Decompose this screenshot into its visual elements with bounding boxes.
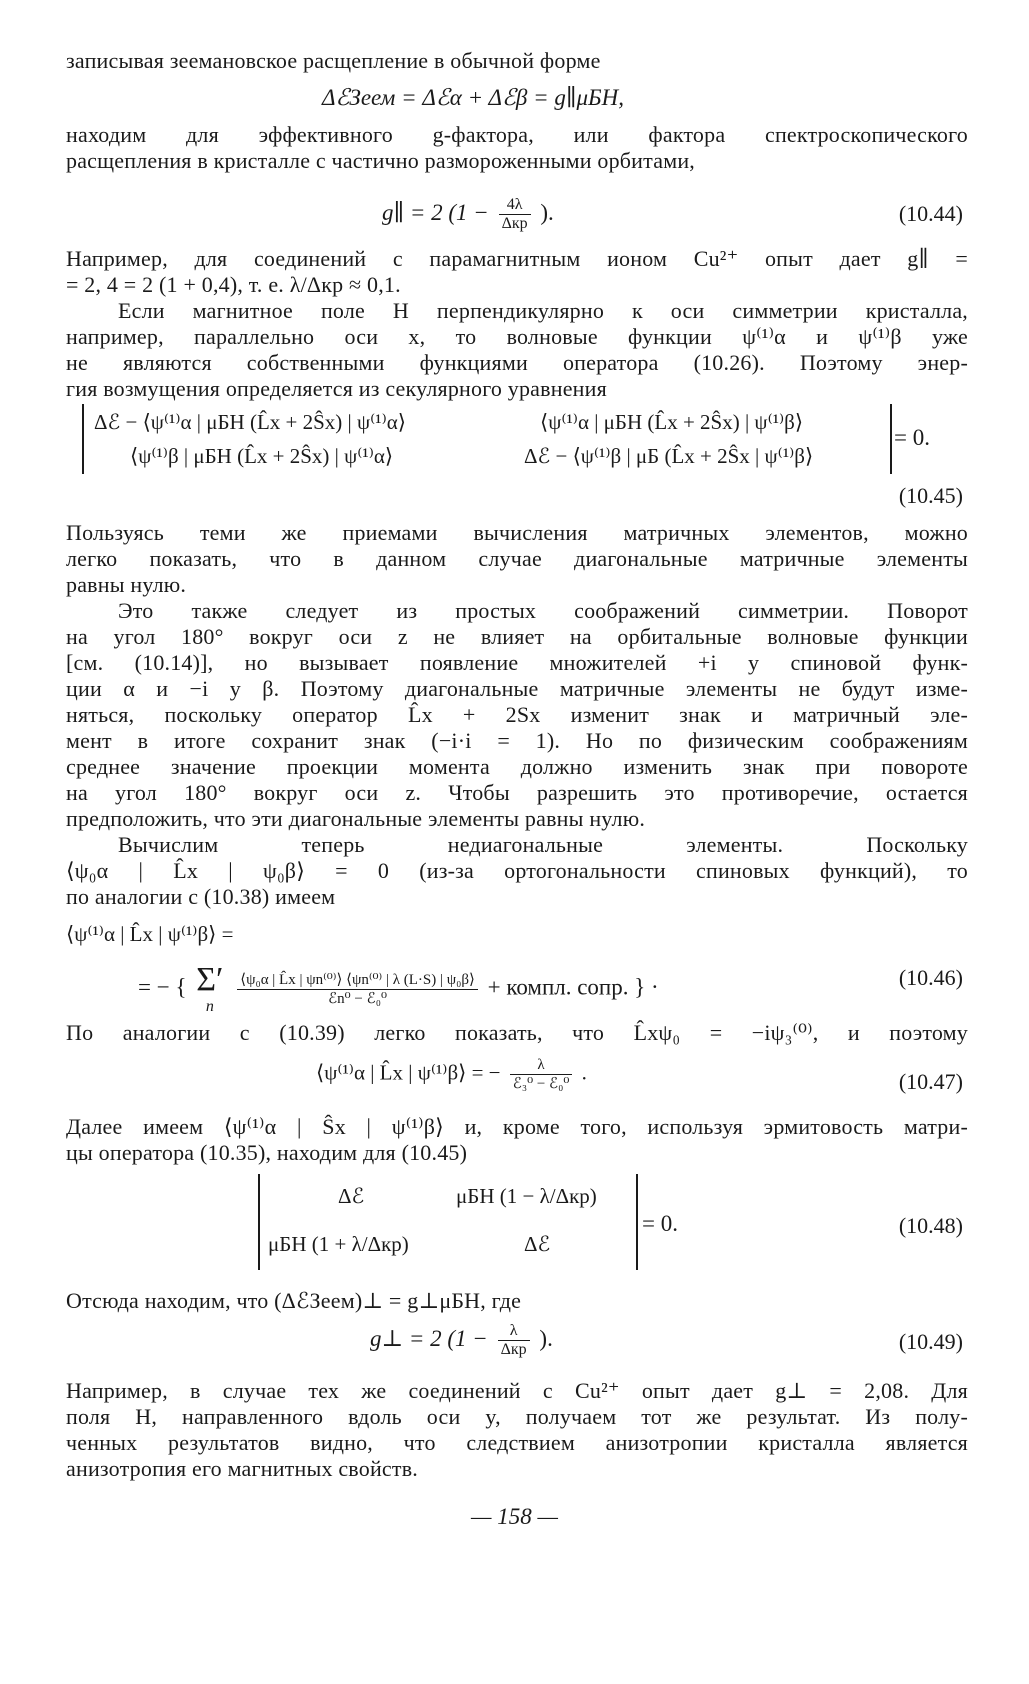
eq46-tail: + компл. сопр. } · — [487, 974, 659, 1000]
eq46-fraction — [237, 971, 478, 1008]
text-line: ченных результатов видно, что следствием анизотропии кристалла является — [66, 1430, 968, 1455]
det45-a11: Δℰ − ⟨ψ⁽¹⁾α | μБH (L̂x + 2Ŝx) | ψ⁽¹⁾α⟩ — [94, 410, 406, 434]
det45-a12: ⟨ψ⁽¹⁾α | μБH (L̂x + 2Ŝx) | ψ⁽¹⁾β⟩ — [540, 410, 804, 434]
text-line: легко показать, что в данном случае диагональные матричные элементы — [66, 546, 968, 571]
eq47-lhs: ⟨ψ⁽¹⁾α | L̂x | ψ⁽¹⁾β⟩ = − — [316, 1060, 501, 1085]
equation-number: (10.48) — [898, 1213, 963, 1238]
eq47-numerator: λ — [510, 1056, 573, 1075]
text-line: поля H, направленного вдоль оси y, получаем тот же результат. Из полу- — [66, 1404, 968, 1429]
text-line: Отсюда находим, что (ΔℰЗеем)⊥ = g⊥μБH, где — [66, 1288, 522, 1313]
text-line: Далее имеем ⟨ψ⁽¹⁾α | Ŝx | ψ⁽¹⁾β⟩ и, кроме того, используя эрмитовость матри- — [66, 1114, 968, 1139]
text-line: Это также следует из простых соображений симметрии. Поворот — [118, 598, 968, 623]
equation-number: (10.46) — [898, 965, 963, 990]
text-line: няться, поскольку оператор L̂x + 2Sx изменит знак и матричный эле- — [66, 702, 968, 727]
text-line: По аналогии с (10.39) легко показать, что L̂xψ₀ = −iψ₃⁽⁰⁾, и поэтому — [66, 1020, 968, 1045]
equation-zeeman: ΔℰЗеем = Δℰα + Δℰβ = g∥μБH, — [322, 85, 624, 110]
text-line: гия возмущения определяется из секулярного уравнения — [66, 376, 607, 401]
equation-10-49 — [370, 1322, 553, 1359]
det48-rhs: = 0. — [642, 1211, 678, 1236]
text-line: = 2, 4 = 2 (1 + 0,4), т. е. λ/Δкр ≈ 0,1. — [66, 272, 401, 297]
equation-10-46 — [138, 962, 659, 1016]
equation-number: (10.47) — [898, 1069, 963, 1094]
text-line: находим для эффективного g-фактора, или фактора спектроскопического — [66, 122, 968, 147]
det48-a11: Δℰ — [338, 1184, 365, 1208]
eq47-dot: . — [581, 1060, 587, 1085]
text-line: равны нулю. — [66, 572, 187, 597]
det48-a22: Δℰ — [524, 1232, 551, 1256]
text-line: [см. (10.14)], но вызывает появление множителей +i у спиновой функ- — [66, 650, 968, 675]
text-line: записывая зеемановское расщепление в обычной форме — [66, 48, 601, 73]
equation-number: (10.49) — [898, 1329, 963, 1354]
eq46-sigma: Σ′ — [196, 961, 224, 998]
text-line: Вычислим теперь недиагональные элементы. Поскольку — [118, 832, 968, 857]
eq46-lead: = − { — [138, 974, 187, 1000]
text-line: анизотропия его магнитных свойств. — [66, 1456, 418, 1481]
text-line: цы оператора (10.35), находим для (10.45) — [66, 1140, 468, 1165]
eq46-index: n — [205, 998, 214, 1015]
eq49-fraction — [498, 1322, 530, 1359]
det45-a21: ⟨ψ⁽¹⁾β | μБH (L̂x + 2Ŝx) | ψ⁽¹⁾α⟩ — [130, 444, 394, 468]
text-line: на угол 180° вокруг оси z не влияет на орбитальные волновые функции — [66, 624, 968, 649]
determinant-10-45 — [82, 404, 892, 474]
equation-number: (10.45) — [898, 483, 963, 508]
eq49-numerator: λ — [498, 1322, 530, 1341]
det48-a21: μБH (1 + λ/Δкр) — [268, 1232, 409, 1256]
det48-a12: μБH (1 − λ/Δкр) — [456, 1184, 597, 1208]
eq44-lhs: g∥ = 2 (1 − — [382, 199, 489, 225]
eq49-rhs: ). — [539, 1325, 553, 1351]
text-line: ⟨ψ₀α | L̂x | ψ₀β⟩ = 0 (из-за ортогональности спиновых функций), то — [66, 858, 968, 883]
text-line: по аналогии с (10.38) имеем — [66, 884, 336, 909]
equation-number: (10.44) — [898, 201, 963, 226]
equation-10-47 — [316, 1056, 587, 1093]
eq46-numerator: ⟨ψ₀α | L̂x | ψn⁽⁰⁾⟩ ⟨ψn⁽⁰⁾ | λ (L·S) | ψ₀β⟩ — [237, 971, 478, 990]
eq47-denominator: ℰ₃⁰ − ℰ₀⁰ — [512, 1076, 570, 1092]
page-number: — 158 — — [471, 1504, 558, 1529]
text-line: не являются собственными функциями оператора (10.26). Поэтому энер- — [66, 350, 968, 375]
eq47-fraction — [510, 1056, 573, 1093]
eq49-denominator: Δкр — [500, 1341, 527, 1358]
text-line: на угол 180° вокруг оси z. Чтобы разрешить это противоречие, остается — [66, 780, 968, 805]
det45-rhs: = 0. — [894, 425, 930, 450]
text-line: расщепления в кристалле с частично размороженными орбитами, — [66, 148, 696, 173]
eq49-lhs: g⊥ = 2 (1 − — [370, 1325, 488, 1351]
det45-a22: Δℰ − ⟨ψ⁽¹⁾β | μБ (L̂x + 2Ŝx | ψ⁽¹⁾β⟩ — [524, 444, 814, 468]
eq46-lhs: ⟨ψ⁽¹⁾α | L̂x | ψ⁽¹⁾β⟩ = — [66, 922, 234, 946]
text-line: Например, в случае тех же соединений с Cu²⁺ опыт дает g⊥ = 2,08. Для — [66, 1378, 968, 1403]
text-line: Пользуясь теми же приемами вычисления матричных элементов, можно — [66, 520, 968, 545]
eq44-numerator: 4λ — [499, 196, 531, 215]
equation-10-44 — [382, 196, 554, 233]
eq44-denominator: Δкр — [501, 215, 528, 232]
determinant-10-48 — [258, 1174, 638, 1270]
text-line: Если магнитное поле H перпендикулярно к оси симметрии кристалла, — [118, 298, 968, 323]
eq46-denominator: ℰn⁰ − ℰ₀⁰ — [328, 990, 387, 1007]
text-line: среднее значение проекции момента должно изменить знак при повороте — [66, 754, 968, 779]
text-line: ции α и −i у β. Поэтому диагональные матричные элементы не будут изме- — [66, 676, 968, 701]
eq44-rhs: ). — [540, 199, 554, 225]
text-line: например, параллельно оси x, то волновые функции ψ⁽¹⁾α и ψ⁽¹⁾β уже — [66, 324, 968, 349]
eq44-fraction — [499, 196, 531, 233]
text-line: мент в итоге сохранит знак (−i·i = 1). Но по физическим соображениям — [66, 728, 968, 753]
text-line: предположить, что эти диагональные элементы равны нулю. — [66, 806, 646, 831]
text-line: Например, для соединений с парамагнитным ионом Cu²⁺ опыт дает g∥ = — [66, 246, 968, 271]
eq46-sum — [196, 962, 223, 1016]
